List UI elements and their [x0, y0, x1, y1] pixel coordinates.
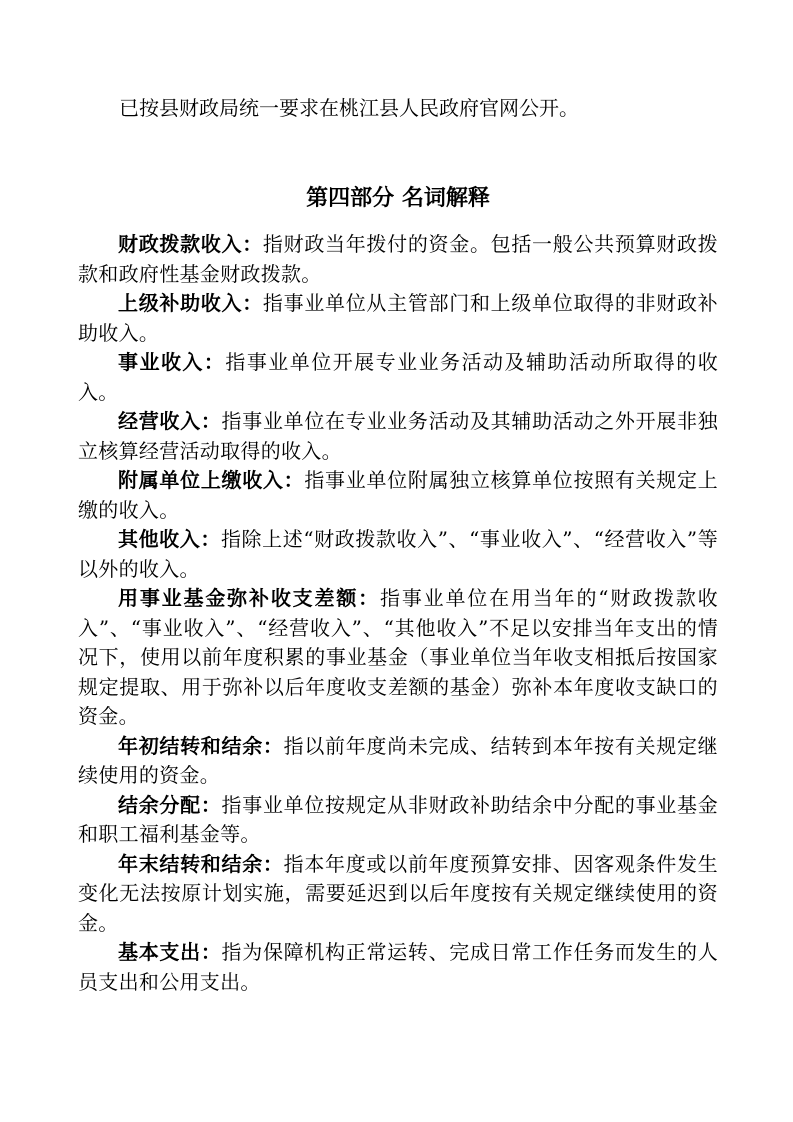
definition-item — [78, 466, 718, 525]
definition-term: 财政拨款收入： — [118, 232, 263, 256]
definition-term: 事业收入： — [118, 350, 226, 374]
definition-text: 指事业单位开展专业业务活动及辅助活动所取得的收入。 — [78, 350, 719, 404]
definition-text: 指事业单位按规定从非财政补助结余中分配的事业基金和职工福利基金等。 — [78, 792, 719, 846]
definition-term: 年初结转和结余： — [118, 733, 284, 758]
definition-text: 指本年度或以前年度预算安排、因客观条件发生变化无法按原计划实施，需要延迟到以后年度按有关规定继续使用的资金。 — [78, 851, 718, 935]
intro-paragraph: 已按县财政局统一要求在桃江县人民政府官网公开。 — [119, 96, 579, 120]
definition-item — [78, 938, 718, 997]
definition-text: 指财政当年拨付的资金。包括一般公共预算财政拨款和政府性基金财政拨款。 — [78, 232, 718, 286]
definition-text: 指事业单位在专业业务活动及其辅助活动之外开展非独立核算经营活动取得的收入。 — [78, 409, 719, 463]
definition-text: 指以前年度尚未完成、结转到本年按有关规定继续使用的资金。 — [78, 733, 718, 787]
definition-item — [78, 348, 718, 407]
definition-term: 年末结转和结余： — [118, 851, 284, 876]
section-title: 第四部分 名词解释 — [306, 186, 490, 211]
definition-term: 附属单位上缴收入： — [118, 468, 305, 492]
definition-item — [78, 525, 718, 584]
definition-item — [78, 407, 718, 466]
definition-term: 用事业基金弥补收支差额： — [118, 586, 380, 610]
definition-term: 结余分配： — [118, 792, 222, 817]
definition-item — [78, 732, 718, 791]
definition-text: 指事业单位在用当年的“财政拨款收入”、“事业收入”、“经营收入”、“其他收入”不足以安排当年支出的情况下，使用以前年度积累的事业基金（事业单位当年收支相抵后按国家规定提取、用于弥补以后年度收支差额的基金）弥补本年度收支缺口的资金。 — [78, 586, 718, 728]
definition-item — [78, 289, 718, 348]
definition-term: 上级补助收入： — [118, 291, 263, 315]
definition-item — [78, 791, 718, 850]
definition-text: 指事业单位附属独立核算单位按照有关规定上缴的收入。 — [78, 468, 719, 522]
definition-item — [78, 850, 718, 939]
definition-item — [78, 584, 718, 732]
definition-text: 指除上述“财政拨款收入”、“事业收入”、“经营收入”等以外的收入。 — [78, 527, 719, 581]
definition-term: 经营收入： — [118, 409, 222, 433]
definition-text: 指为保障机构正常运转、完成日常工作任务而发生的人员支出和公用支出。 — [78, 940, 719, 994]
definitions-list — [78, 230, 718, 997]
definition-item — [78, 230, 718, 289]
definition-term: 基本支出： — [118, 940, 222, 964]
definition-term: 其他收入： — [118, 527, 221, 551]
definition-text: 指事业单位从主管部门和上级单位取得的非财政补助收入。 — [78, 291, 718, 345]
